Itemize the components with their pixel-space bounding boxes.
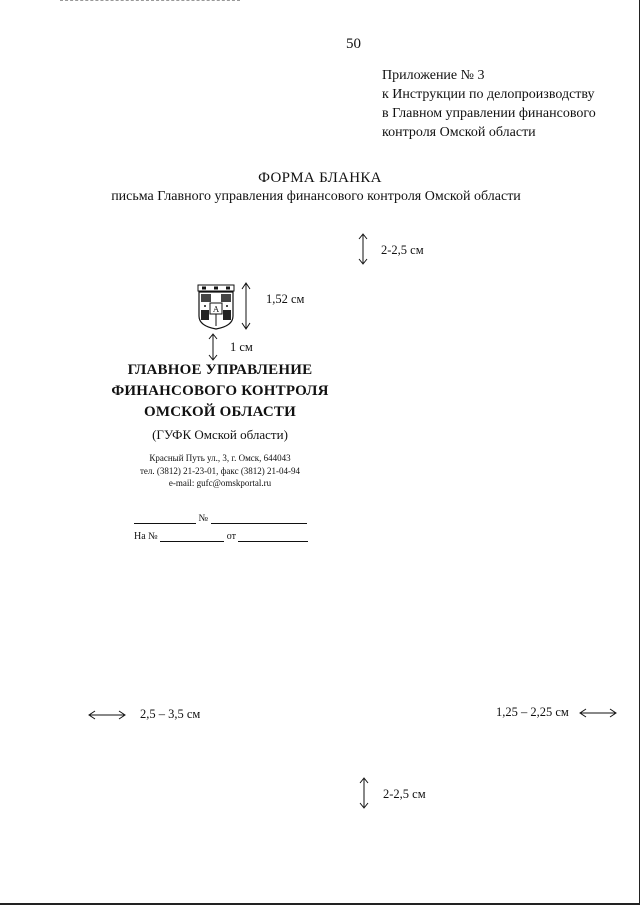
right-margin-label: 1,25 – 2,25 см [496,705,569,719]
vertical-double-arrow-icon [357,777,371,809]
emblem-gap-label: 1 см [230,340,253,354]
reply-date-blank [238,531,308,542]
emblem-height-label: 1,52 см [266,292,305,306]
svg-text:A: A [213,305,219,314]
appendix-line: контроля Омской области [382,125,536,140]
vertical-double-arrow-icon [206,333,220,361]
form-subtitle: письма Главного управления финансового контроля Омской области [111,189,521,204]
vertical-double-arrow-icon [356,233,370,265]
form-title: ФОРМА БЛАНКА [258,170,382,186]
appendix-header [382,66,596,142]
horizontal-double-arrow-icon [579,707,617,719]
number-blank [211,513,307,524]
number-label: № [198,513,209,524]
organization-contacts [100,452,340,490]
organization-short-name: (ГУФК Омской области) [152,427,288,442]
appendix-line: к Инструкции по делопроизводству [382,87,595,102]
address: Красный Путь ул., 3, г. Омск, 644043 [149,453,291,463]
appendix-line: в Главном управлении финансового [382,106,596,121]
date-label: от [226,531,236,542]
left-margin-label: 2,5 – 3,5 см [140,707,201,721]
scan-top-edge [60,0,240,2]
appendix-line: Приложение № 3 [382,68,485,83]
outgoing-number-line [134,513,307,524]
reply-reference-line [134,531,308,542]
date-blank [134,513,196,524]
reply-number-blank [160,531,224,542]
email: e-mail: gufc@omskportal.ru [168,478,272,488]
organization-name [100,360,340,423]
bottom-margin-label: 2-2,5 см [383,787,426,801]
vertical-double-arrow-icon [239,282,253,330]
organization-name-line: ГЛАВНОЕ УПРАВЛЕНИЕ [127,362,313,378]
page-number: 50 [346,36,361,52]
organization-name-line: ФИНАНСОВОГО КОНТРОЛЯ [111,383,329,399]
top-margin-label: 2-2,5 см [381,243,424,257]
reply-label: На № [134,531,158,542]
phones: тел. (3812) 21-23-01, факс (3812) 21-04-94 [139,465,301,476]
coat-of-arms-icon [196,284,236,330]
horizontal-double-arrow-icon [88,709,126,721]
organization-name-line: ОМСКОЙ ОБЛАСТИ [143,404,297,420]
